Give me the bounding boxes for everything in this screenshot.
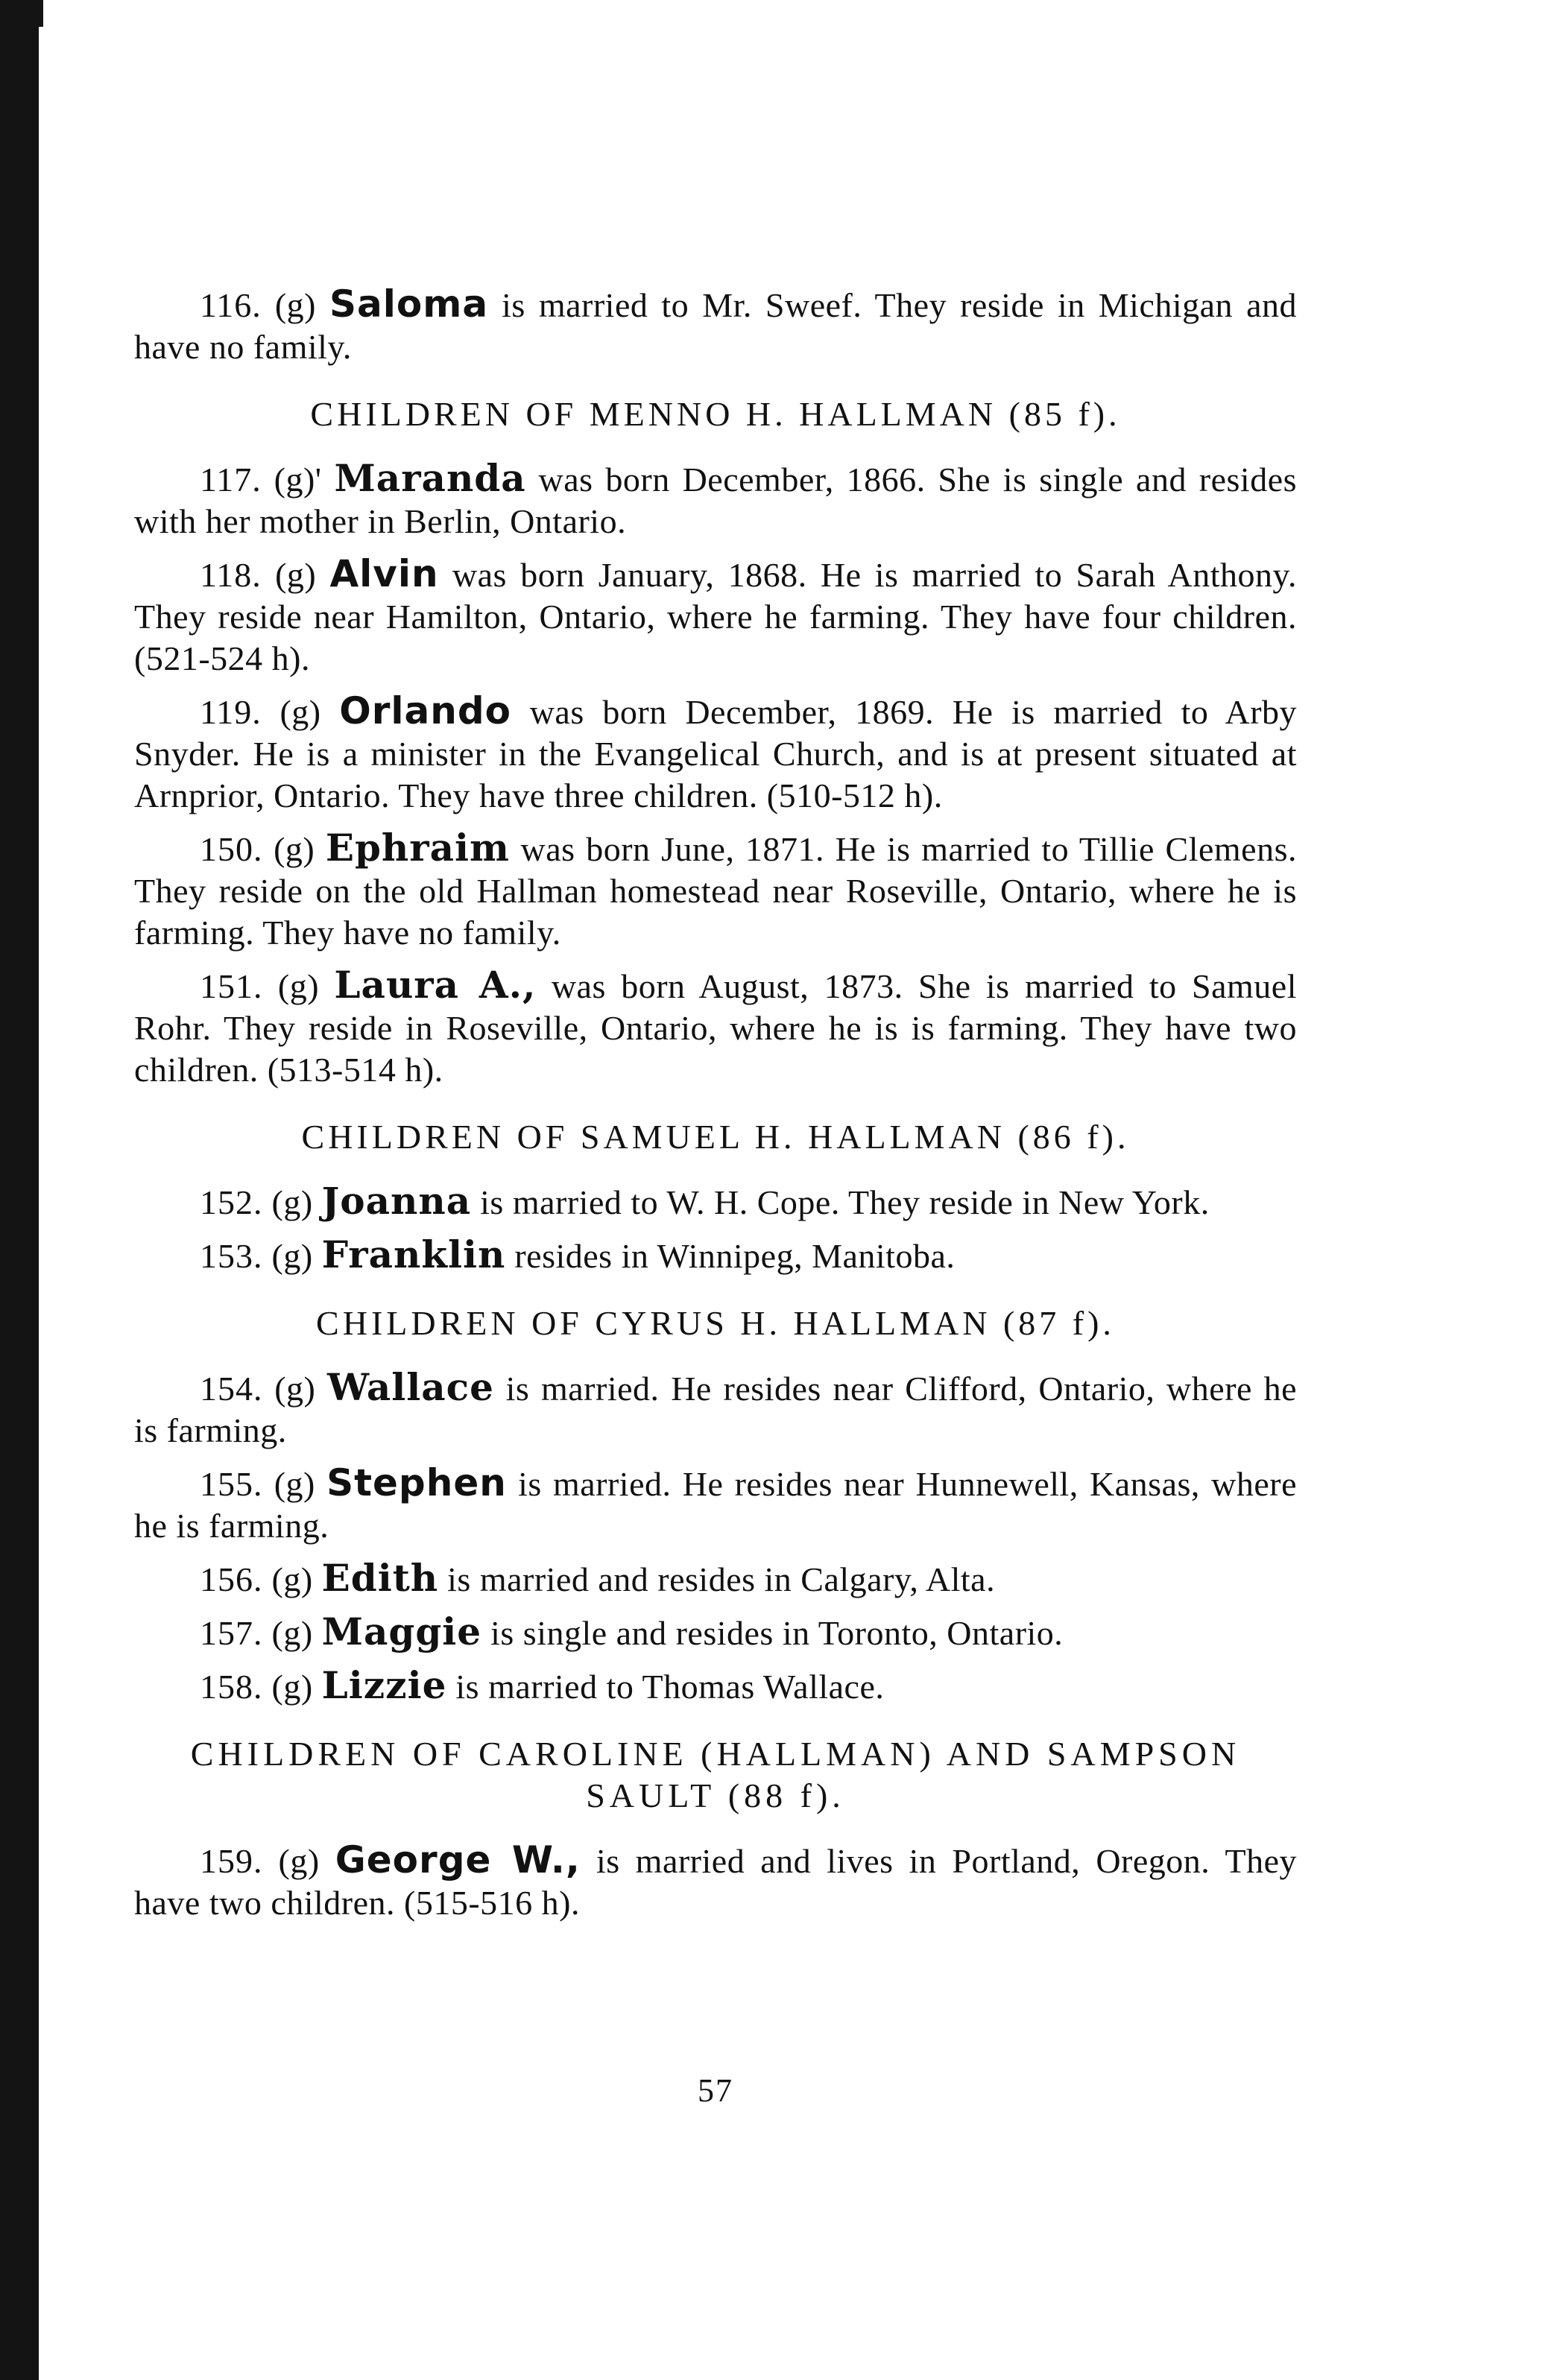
- entry-text: was born December, 1869. He is married to Arby Snyder. He is a minister in the Evangelical Church, and is at present situated at Arnprior, Ontario. They have three children. (510-512 h).: [134, 693, 1298, 814]
- generation-tag: (g): [271, 1560, 313, 1598]
- person-name: Maggie: [321, 1610, 482, 1653]
- entry-text: is married to W. H. Cope. They reside in New York.: [480, 1183, 1210, 1221]
- entry-number: 159.: [200, 1842, 263, 1880]
- entry-text: was born December, 1866. She is single and resides with her mother in Berlin, Ontario.: [134, 461, 1298, 540]
- section-heading-menno: CHILDREN OF MENNO H. HALLMAN (85 f).: [310, 395, 1121, 433]
- page-body: [134, 283, 1297, 1934]
- person-name: Saloma: [329, 282, 489, 326]
- generation-tag: (g): [278, 1842, 320, 1880]
- entry-number: 153.: [200, 1237, 263, 1275]
- entry-154: [134, 1367, 1297, 1452]
- generation-tag: (g): [274, 286, 316, 324]
- entry-151: [134, 964, 1297, 1091]
- person-name: George W.,: [335, 1838, 581, 1881]
- person-name: Maranda: [334, 456, 526, 500]
- entry-116: [134, 283, 1297, 368]
- entry-number: 118.: [200, 556, 262, 594]
- entry-text: is married and resides in Calgary, Alta.: [447, 1560, 996, 1598]
- entry-number: 154.: [200, 1370, 263, 1408]
- entry-number: 152.: [200, 1183, 263, 1221]
- entry-153: [134, 1234, 1297, 1277]
- page-binding-edge: [0, 0, 39, 2380]
- entry-number: 155.: [200, 1465, 263, 1503]
- generation-tag: (g): [279, 693, 321, 731]
- entry-text: is married to Mr. Sweef. They reside in Michigan and have no family.: [134, 286, 1298, 366]
- generation-tag: (g): [274, 1465, 315, 1503]
- person-name: Joanna: [321, 1179, 472, 1223]
- section-heading-caroline: CHILDREN OF CAROLINE (HALLMAN) AND SAMPSON SAULT (88 f).: [190, 1735, 1241, 1814]
- person-name: Edith: [321, 1556, 439, 1600]
- entry-118: [134, 553, 1297, 680]
- entry-text: resides in Winnipeg, Manitoba.: [514, 1237, 956, 1275]
- person-name: Laura A.,: [334, 963, 537, 1007]
- entry-text: is single and resides in Toronto, Ontario.: [490, 1614, 1064, 1652]
- generation-tag: (g): [271, 1668, 313, 1706]
- page-number: 57: [698, 2072, 733, 2109]
- entry-number: 150.: [200, 830, 263, 868]
- entry-number: 116.: [200, 286, 262, 324]
- entry-text: is married. He resides near Hunnewell, Kansas, where he is farming.: [134, 1465, 1297, 1545]
- generation-tag: (g): [271, 1614, 313, 1652]
- generation-tag: (g): [274, 1370, 316, 1408]
- person-name: Franklin: [321, 1232, 506, 1276]
- entry-number: 157.: [200, 1614, 263, 1652]
- person-name: Alvin: [329, 552, 439, 595]
- person-name: Wallace: [327, 1365, 494, 1409]
- entry-156: [134, 1557, 1297, 1601]
- entry-117: [134, 458, 1297, 542]
- generation-tag: (g): [274, 830, 315, 868]
- generation-tag: (g): [277, 967, 320, 1005]
- entry-text: is married. He resides near Clifford, Ontario, where he is farming.: [134, 1370, 1298, 1449]
- entry-155: [134, 1462, 1297, 1547]
- entry-number: 117.: [200, 461, 262, 499]
- person-name: Ephraim: [325, 826, 510, 870]
- entry-119: [134, 690, 1297, 817]
- generation-tag: (g): [271, 1183, 313, 1221]
- entry-text: is married and lives in Portland, Oregon. They have two children. (515-516 h).: [134, 1842, 1298, 1922]
- person-name: Orlando: [339, 689, 512, 732]
- entry-number: 158.: [200, 1668, 263, 1706]
- section-heading-samuel: CHILDREN OF SAMUEL H. HALLMAN (86 f).: [301, 1118, 1130, 1156]
- entry-text: was born June, 1871. He is married to Tillie Clemens. They reside on the old Hallman homestead near Roseville, Ontario, where he is farming. They have no family.: [134, 830, 1297, 952]
- entry-text: was born January, 1868. He is married to Sarah Anthony. They reside near Hamilton, Ontario, where he farming. They have four children. (521-524 h).: [134, 556, 1298, 677]
- generation-tag: (g)': [274, 461, 322, 499]
- entry-159: [134, 1839, 1297, 1924]
- entry-150: [134, 827, 1297, 954]
- entry-152: [134, 1180, 1297, 1224]
- generation-tag: (g): [275, 556, 317, 594]
- entry-number: 151.: [200, 967, 263, 1005]
- generation-tag: (g): [271, 1237, 313, 1275]
- entry-number: 119.: [200, 693, 262, 731]
- entry-text: is married to Thomas Wallace.: [455, 1668, 885, 1706]
- page-binding-notch: [0, 0, 43, 27]
- person-name: Lizzie: [321, 1663, 447, 1707]
- entry-number: 156.: [200, 1560, 263, 1598]
- entry-text: was born August, 1873. She is married to Samuel Rohr. They reside in Roseville, Ontario, where he is is farming. They have two children. (513-514 h).: [134, 967, 1297, 1089]
- entry-157: [134, 1611, 1297, 1654]
- section-heading-cyrus: CHILDREN OF CYRUS H. HALLMAN (87 f).: [316, 1304, 1115, 1342]
- person-name: Stephen: [326, 1461, 507, 1504]
- entry-158: [134, 1665, 1297, 1708]
